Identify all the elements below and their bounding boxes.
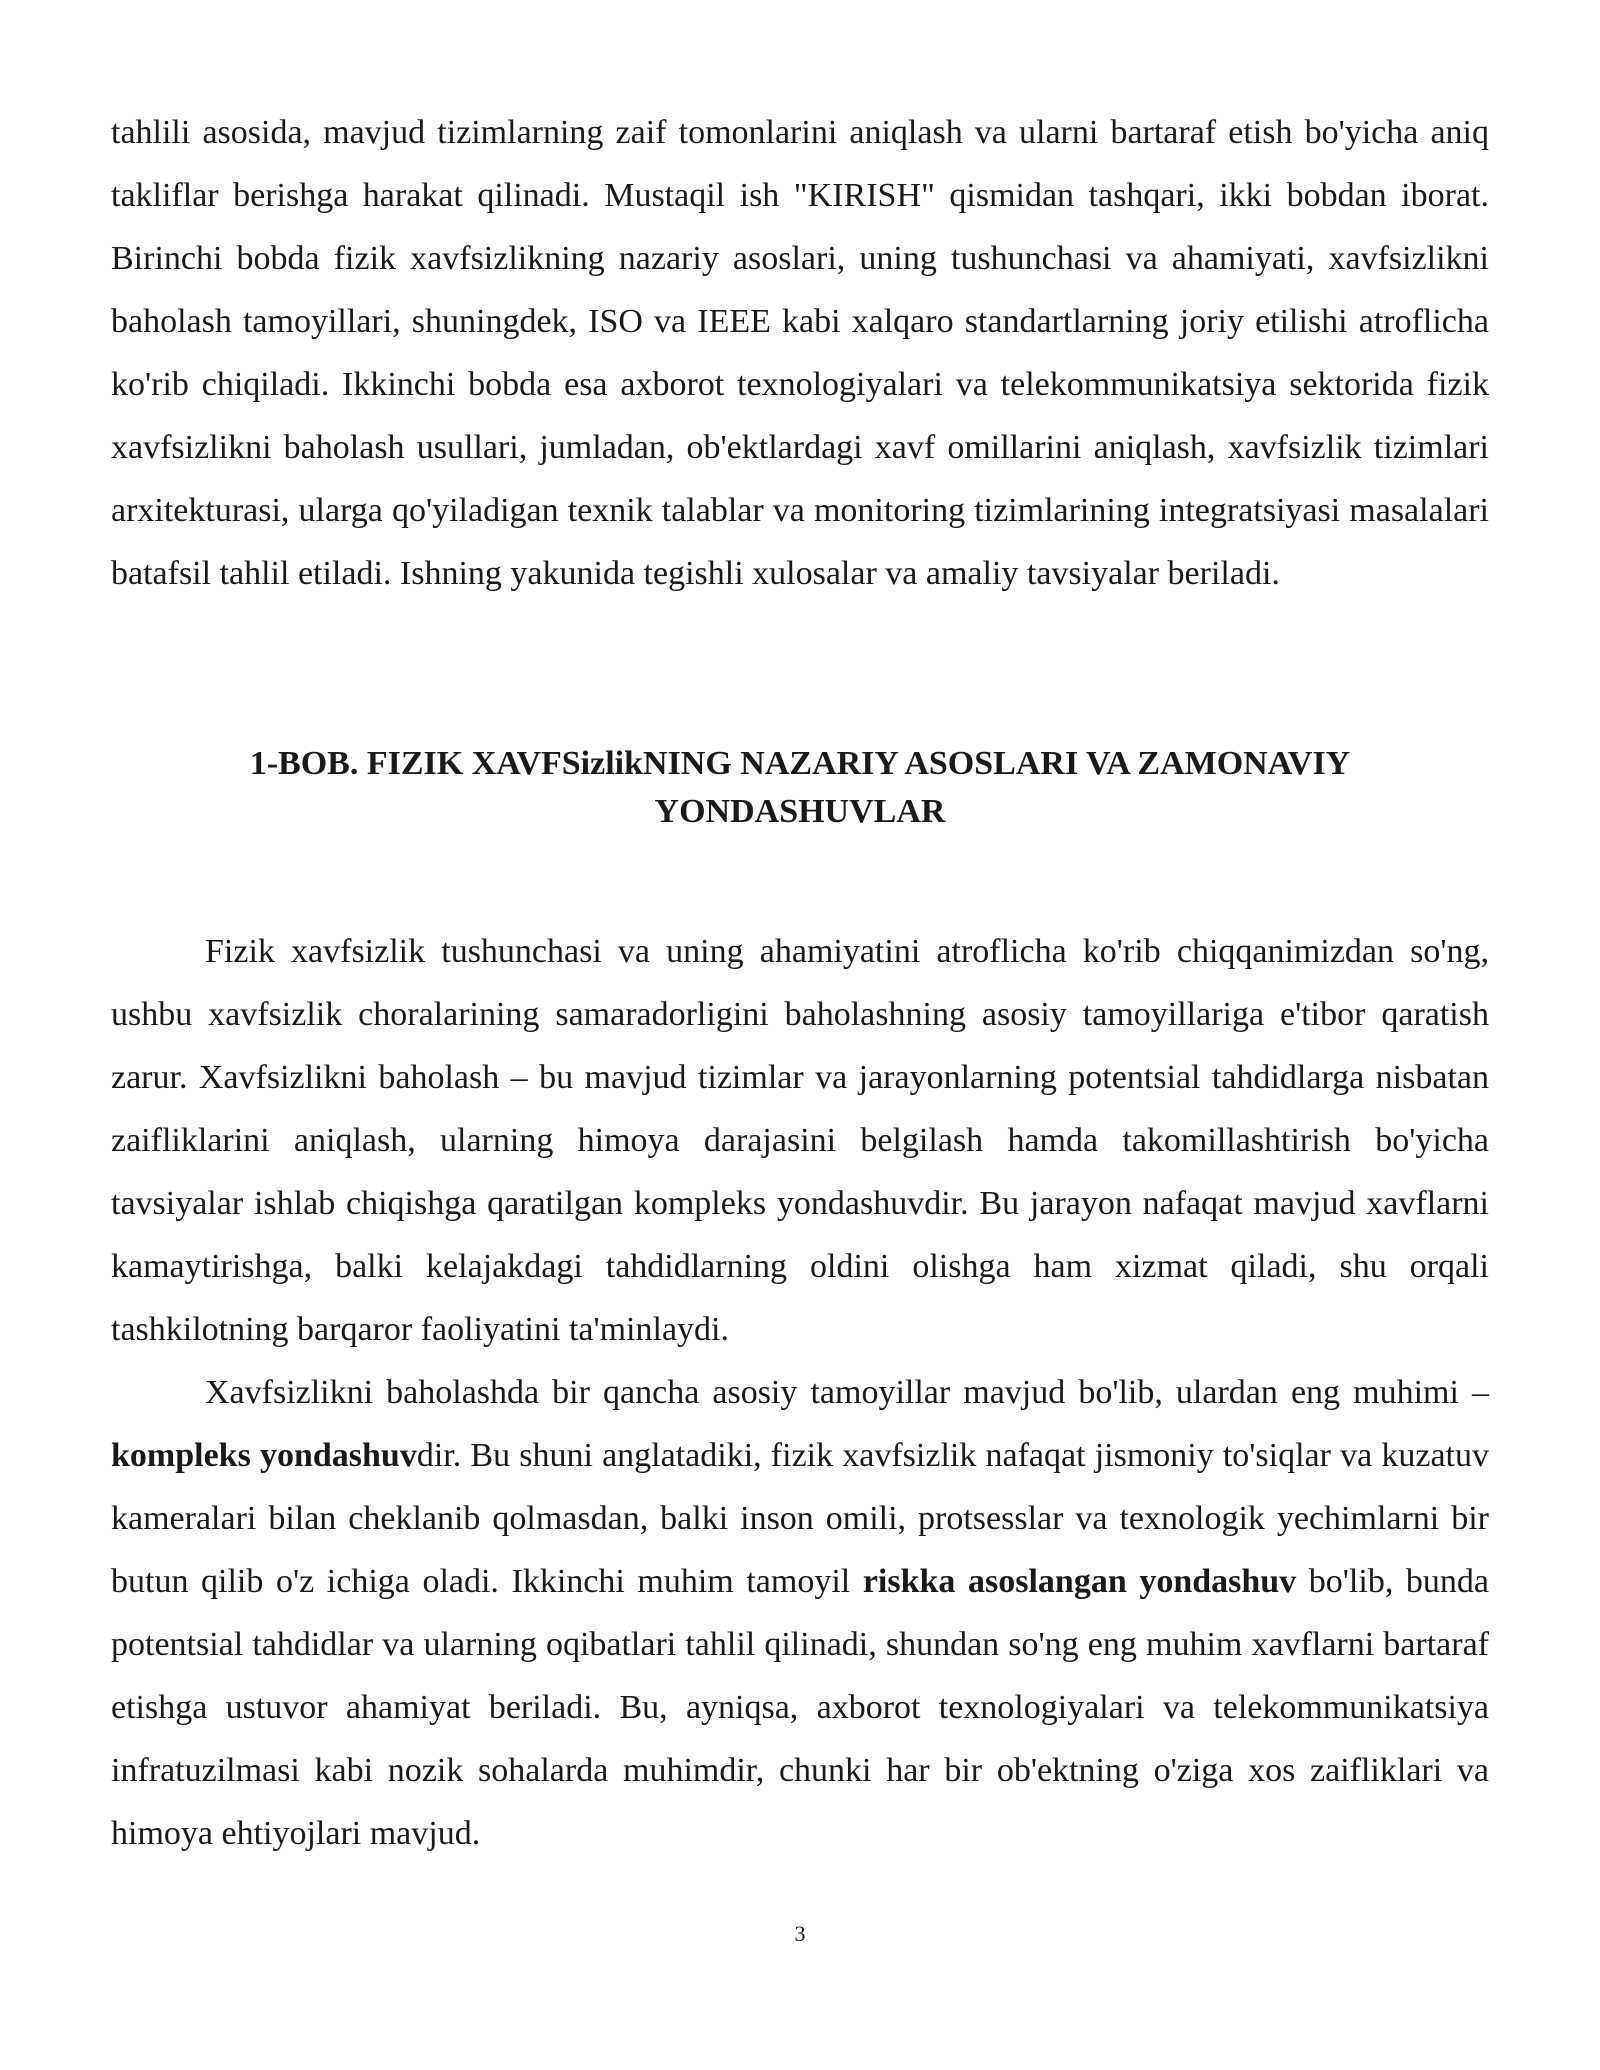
page-number: 3 [794,1921,806,1946]
bold-term-kompleks-yondashuv: kompleks yondashuv [111,1437,417,1474]
paragraph-text-segment: Xavfsizlikni baholashda bir qancha asosiy tamoyillar mavjud bo'lib, ulardan eng muhimi – [205,1374,1489,1411]
body-paragraph-1: Fizik xavfsizlik tushunchasi va uning ahamiyatini atroflicha ko'rib chiqqanimizdan so'ng, ushbu xavfsizlik choralarining samaradorligini baholashning asosiy tamoyillariga e'tibor qaratish zarur. Xavfsizlikni baholash – bu mavjud tizimlar va jarayonlarning potentsial tahdidlarga nisbatan zaifliklarini aniqlash, ularning himoya darajasini belgilash hamda takomillashtirish bo'yicha tavsiyalar ishlab chiqishga qaratilgan kompleks yondashuvdir. Bu jarayon nafaqat mavjud xavflarni kamaytirishga, balki kelajakdagi tahdidlarning oldini olishga ham xizmat qiladi, shu orqali tashkilotning barqaror faoliyatini ta'minlaydi. [111,933,1489,1348]
paragraph-text-segment: bo'lib, bunda potentsial tahdidlar va ularning oqibatlari tahlil qilinadi, shundan so'ng eng muhim xavflarni bartaraf etishga ustuvor ahamiyat beriladi. Bu, ayniqsa, axborot texnologiyalari va telekommunikatsiya infratuzilmasi kabi nozik sohalarda muhimdir, chunki har bir ob'ektning o'ziga xos zaifliklari va himoya ehtiyojlari mavjud. [111,1563,1489,1852]
chapter-title [111,740,1489,836]
chapter-title-line-1: 1-BOB. FIZIK XAVFSizlikNING NAZARIY ASOSLARI VA ZAMONAVIY [249,745,1351,782]
body-paragraph-2 [111,1361,1489,1865]
chapter-title-line-2: YONDASHUVLAR [654,793,946,830]
paragraph-text-segment: dir. Bu shuni anglatadiki, fizik xavfsizlik nafaqat jismoniy to'siqlar va kuzatuv kameralari bilan cheklanib qolmasdan, balki inson omili, protsesslar va texnologik yechimlarni bir butun qilib o'z ichiga oladi. Ikkinchi muhim tamoyil [111,1437,1490,1600]
intro-paragraph: tahlili asosida, mavjud tizimlarning zaif tomonlarini aniqlash va ularni bartaraf etish bo'yicha aniq takliflar berishga harakat qilinadi. Mustaqil ish "KIRISH" qismidan tashqari, ikki bobdan iborat. Birinchi bobda fizik xavfsizlikning nazariy asoslari, uning tushunchasi va ahamiyati, xavfsizlikni baholash tamoyillari, shuningdek, ISO va IEEE kabi xalqaro standartlarning joriy etilishi atroflicha ko'rib chiqiladi. Ikkinchi bobda esa axborot texnologiyalari va telekommunikatsiya sektorida fizik xavfsizlikni baholash usullari, jumladan, ob'ektlardagi xavf omillarini aniqlash, xavfsizlik tizimlari arxitekturasi, ularga qo'yiladigan texnik talablar va monitoring tizimlarining integratsiyasi masalalari batafsil tahlil etiladi. Ishning yakunida tegishli xulosalar va amaliy tavsiyalar beriladi. [111,114,1489,592]
bold-term-riskka-asoslangan-yondashuv: riskka asoslangan yondashuv [862,1563,1297,1600]
